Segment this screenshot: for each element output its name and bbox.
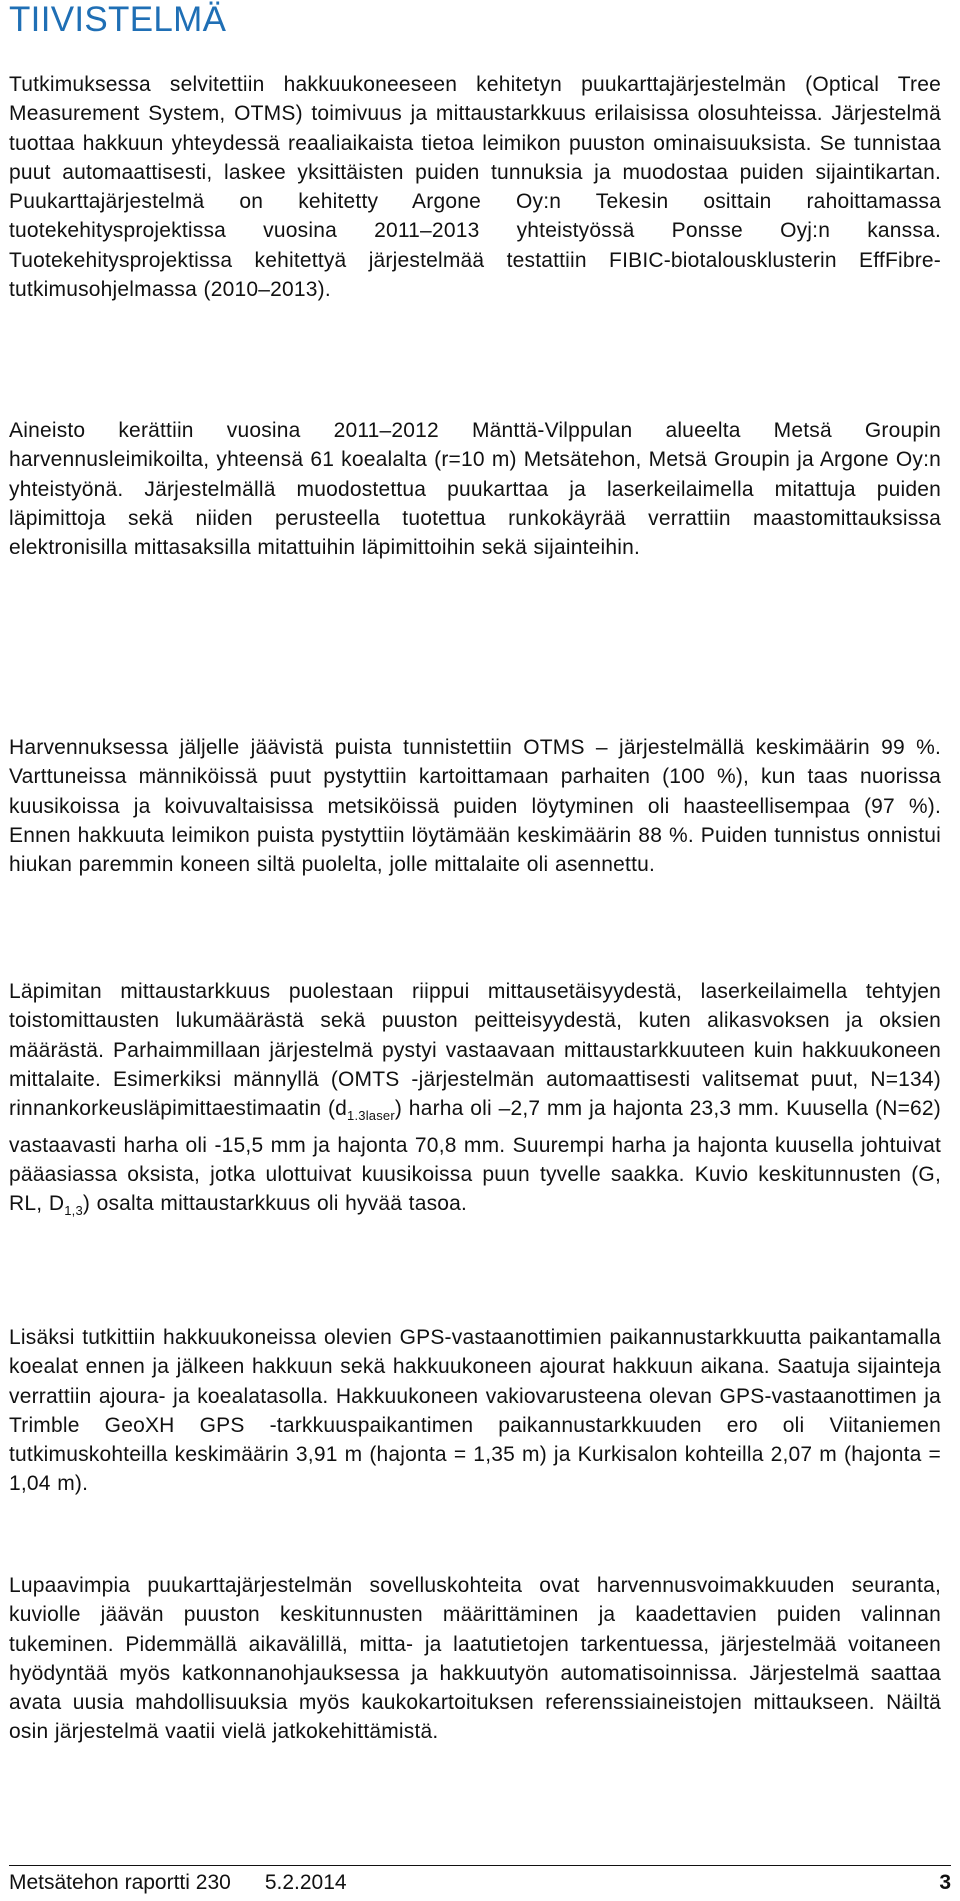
paragraph-5: Lisäksi tutkittiin hakkuukoneissa olevien GPS-vastaanottimien paikannustarkkuutta paikantamalla koealat ennen ja jälkeen hakkuun sekä hakkuukoneen ajourat hakkuun aikana. Saatuja sijainteja verrattiin ajoura- ja koealatasolla. Hakkuukoneen vakiovarusteena olevan GPS-vastaanottimen ja Trimble GeoXH GPS -tarkkuuspaikantimen paikannustarkkuuden ero oli Viitaniemen tutkimuskohteilla keskimäärin 3,91 m (hajonta = 1,35 m) ja Kurkisalon kohteilla 2,07 m (hajonta = 1,04 m). [9,1326,941,1496]
paragraph-4-text-a: Läpimitan mittaustarkkuus puolestaan riippui mittausetäisyydestä, laserkeilaimella tehtyjen toistomittausten lukumäärästä sekä puuston peitteisyydestä, kuten alikasvoksen ja oksien määrästä. Parhaimmillaan järjestelmä pystyi vastaavaan mittaustarkkuuteen kuin hakkuukoneen mittalaite. Esimerkiksi männyllä (OMTS -järjestelmän automaattisesti valitsemat puut, N=134) rinnankorkeusläpimittaestimaatin ( [9,980,941,1121]
paragraph-3: Harvennuksessa jäljelle jäävistä puista tunnistettiin OTMS – järjestelmällä keskimäärin 99 %. Varttuneissa männiköissä puut pystyttiin kartoittamaan parhaiten (100 %), kun taas nuorissa kuusikoissa ja koivuvaltaisissa metsiköissä puiden löytyminen oli haasteellisempaa (97 %). Ennen hakkuuta leimikon puista pystyttiin löytämään keskimäärin 88 %. Puiden tunnistus onnistui hiukan paremmin koneen siltä puolelta, jolle mittalaite oli asennettu. [9,736,941,877]
D13-symbol: D [48,1192,65,1216]
paragraph-4-text-b: ) harha oli –2,7 mm ja hajonta 23,3 mm. Kuusella (N=62) vastaavasti harha oli -15,5 mm ja hajonta 70,8 mm. Suurempi harha ja hajonta kuusella johtuivat pääasiassa oksista, jotka ulottuivat kuusikoissa puun tyvelle saakka. Kuvio keskitunnusten (G, RL, [9,1097,941,1216]
report-date: 5.2.2014 [264,1871,347,1894]
page-footer [9,1869,951,1897]
report-name: Metsätehon raportti 230 [9,1871,231,1894]
footer-divider [9,1865,951,1866]
paragraph-2: Aineisto kerättiin vuosina 2011–2012 Mänttä-Vilppulan alueelta Metsä Groupin harvennusleimikoilta, yhteensä 61 koealalta (r=10 m) Metsätehon, Metsä Groupin ja Argone Oy:n yhteistyönä. Järjestelmällä muodostettua puukarttaa ja laserkeilaimella mitattuja puiden läpimittoja sekä niiden perusteella tuotettua runkokäyrää verrattiin maastomittauksissa elektronisilla mittasaksilla mitattuihin läpimittoihin sekä sijainteihin. [9,419,941,560]
D13-subscript: 1,3 [64,1203,83,1219]
paragraph-1: Tutkimuksessa selvitettiin hakkuukoneeseen kehitetyn puukarttajärjestelmän (Optical Tree Measurement System, OTMS) toimivuus ja mittaustarkkuus erilaisissa olosuhteissa. Järjestelmä tuottaa hakkuun yhteydessä reaaliaikaista tietoa leimikon puuston ominaisuuksista. Se tunnistaa puut automaattisesti, laskee yksittäisten puiden tunnuksia ja muodostaa puiden sijaintikartan. Puukarttajärjestelmä on kehitetty Argone Oy:n Tekesin osittain rahoittamassa tuotekehitysprojektissa vuosina 2011–2013 yhteistyössä Ponsse Oyj:n kanssa. Tuotekehitysprojektissa kehitettyä järjestelmää testattiin FIBIC-biotalousklusterin EffFibre-tutkimusohjelmassa (2010–2013). [9,73,941,302]
page-number: 3 [939,1871,951,1894]
paragraph-6: Lupaavimpia puukarttajärjestelmän sovelluskohteita ovat harvennusvoimakkuuden seuranta, kuviolle jäävän puuston keskitunnusten määrittäminen ja kaadettavien puiden valinnan tukeminen. Pidemmällä aikavälillä, mitta- ja laatutietojen tarkentuessa, järjestelmää voitaneen hyödyntää myös katkonnanohjauksessa ja hakkuutyön automatisoinnissa. Järjestelmä saattaa avata uusia mahdollisuuksia myös kaukokartoituksen referenssiaineistojen mittaukseen. Näiltä osin järjestelmä vaatii vielä jatkokehittämistä. [9,1574,941,1744]
paragraph-4 [9,977,941,1226]
d13-subscript: 1.3laser [347,1108,395,1124]
paragraph-4-text-c: ) osalta mittaustarkkuus oli hyvää tasoa. [82,1192,468,1216]
footer-left [9,1869,347,1897]
page-title: TIIVISTELMÄ [9,0,227,39]
d13-symbol: d [335,1097,348,1121]
